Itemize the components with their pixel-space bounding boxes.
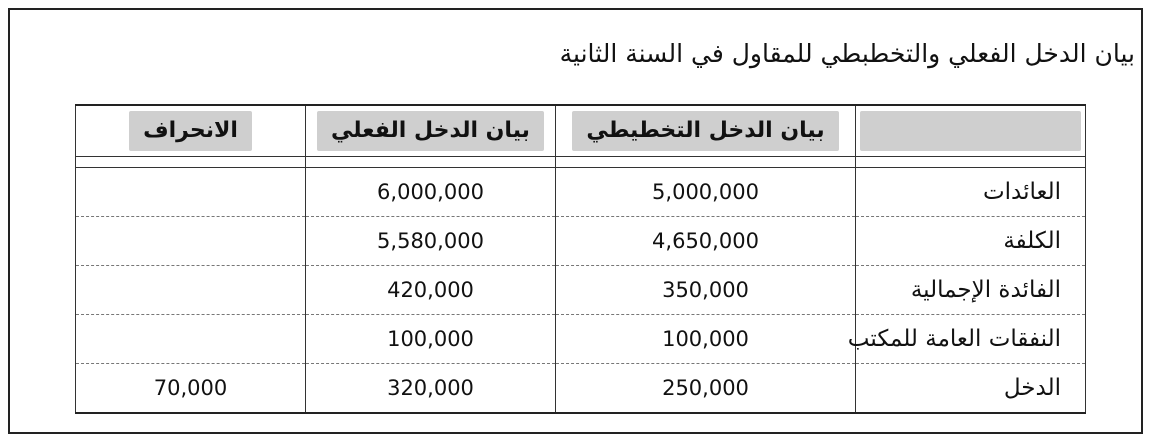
header-row [76,105,1086,157]
table-row [76,364,1086,414]
row-actual: 320,000 [306,364,556,414]
row-actual: 5,580,000 [306,217,556,266]
row-item: النفقات العامة للمكتب [856,315,1086,364]
row-planned: 5,000,000 [556,168,856,217]
header-item-pill [860,111,1081,151]
row-planned: 100,000 [556,315,856,364]
table-row [76,168,1086,217]
row-deviation [76,217,306,266]
row-item: العائدات [856,168,1086,217]
row-deviation: 70,000 [76,364,306,414]
row-planned: 4,650,000 [556,217,856,266]
table-row [76,217,1086,266]
header-planned [556,105,856,157]
row-actual: 100,000 [306,315,556,364]
header-actual-label: بيان الدخل الفعلي [317,111,544,151]
row-item: الدخل [856,364,1086,414]
table-row [76,315,1086,364]
income-statement-table [75,104,1086,414]
row-planned: 350,000 [556,266,856,315]
row-actual: 6,000,000 [306,168,556,217]
row-deviation [76,315,306,364]
header-deviation-label: الانحراف [129,111,252,151]
header-deviation [76,105,306,157]
row-actual: 420,000 [306,266,556,315]
row-planned: 250,000 [556,364,856,414]
row-item: الفائدة الإجمالية [856,266,1086,315]
table-row [76,266,1086,315]
row-deviation [76,266,306,315]
header-item [856,105,1086,157]
row-item: الكلفة [856,217,1086,266]
header-planned-label: بيان الدخل التخطيطي [572,111,838,151]
spacer-row [76,157,1086,168]
row-deviation [76,168,306,217]
table-caption: بيان الدخل الفعلي والتخطبطي للمقاول في السنة الثانية [559,39,1135,68]
header-actual [306,105,556,157]
